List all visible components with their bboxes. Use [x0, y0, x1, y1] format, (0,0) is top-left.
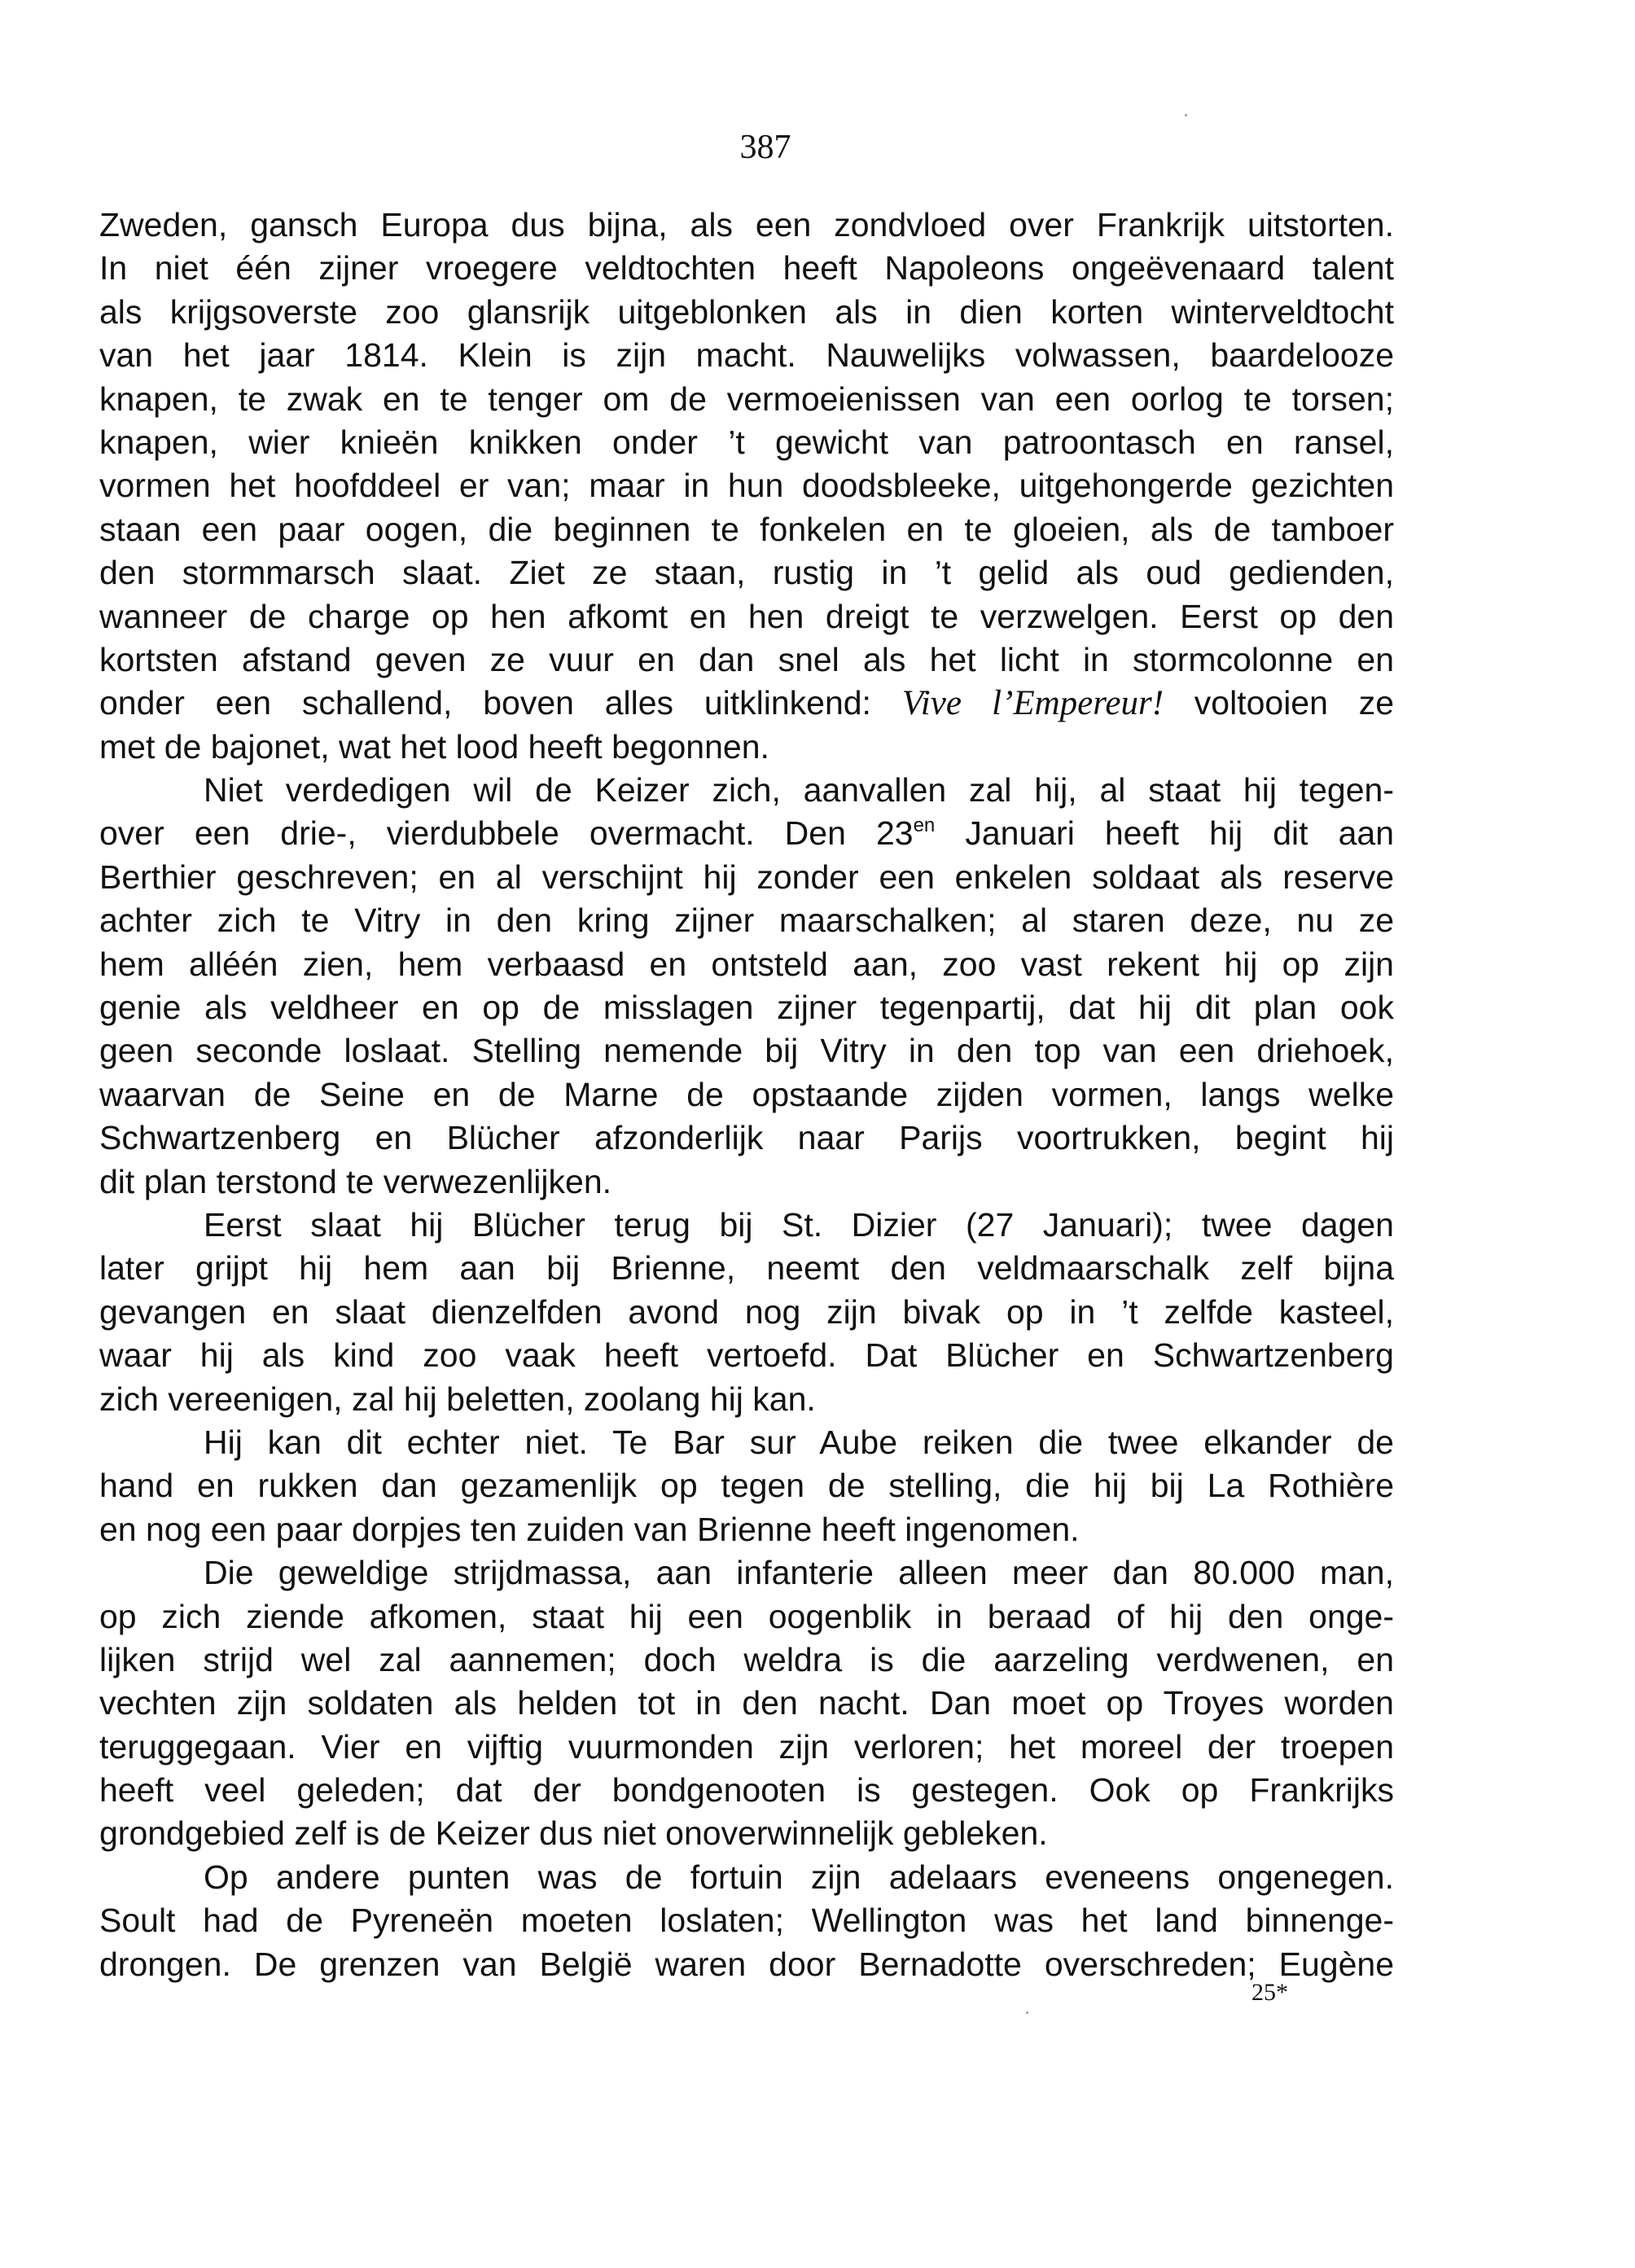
page-number: 387 [739, 129, 791, 166]
text-line: geen seconde loslaat. Stelling nemende bij Vitry in den top van een driehoek, [99, 1032, 1394, 1070]
paragraph-1 [99, 204, 1394, 769]
paragraph-3 [99, 1204, 1394, 1421]
text-line: vormen het hoofddeel er van; maar in hun doodsbleeke, uitgehongerde gezichten [99, 467, 1394, 505]
text-line: genie als veldheer en op de misslagen zijner tegenpartij, dat hij dit plan ook [99, 989, 1394, 1027]
italic-exclamation: Vive l’Empereur! [901, 684, 1164, 723]
paper-speck [1026, 2011, 1028, 2014]
paragraph-2 [99, 769, 1394, 1204]
text-line: Eerst slaat hij Blücher terug bij St. Dizier (27 Januari); twee dagen [204, 1205, 1394, 1244]
text-line: zich vereenigen, zal hij beletten, zoolang hij kan. [99, 1380, 816, 1418]
line-text-after-italic: voltooien ze [1164, 684, 1394, 722]
text-line: waar hij als kind zoo vaak heeft vertoefd. Dat Blücher en Schwartzenberg [99, 1336, 1394, 1375]
text-line: achter zich te Vitry in den kring zijner maarschalken; al staren deze, nu ze [99, 901, 1394, 940]
line-text-before-superscript: over een drie-, vierdubbele overmacht. Den 23 [99, 814, 914, 853]
paragraph-6 [99, 1856, 1394, 1986]
text-line: vechten zijn soldaten als helden tot in den nacht. Dan moet op Troyes worden [99, 1684, 1394, 1722]
text-line: knapen, te zwak en te tenger om de vermoeienissen van een oorlog te torsen; [99, 379, 1394, 418]
text-line: Berthier geschreven; en al verschijnt hij zonder een enkelen soldaat als reserve [99, 858, 1394, 896]
text-line: Op andere punten was de fortuin zijn adelaars eveneens ongenegen. [204, 1858, 1394, 1896]
text-line: als krijgsoverste zoo glansrijk uitgeblonken als in dien korten winterveldtocht [99, 292, 1394, 331]
text-line: met de bajonet, wat het lood heeft begonnen. [99, 727, 769, 766]
text-line: In niet één zijner vroegere veldtochten heeft Napoleons ongeëvenaard talent [99, 249, 1394, 287]
text-line: hand en rukken dan gezamenlijk op tegen de stelling, die hij bij La Rothière [99, 1467, 1394, 1505]
text-line: Soult had de Pyreneën moeten loslaten; Wellington was het land binnenge- [99, 1902, 1394, 1940]
text-line: Die geweldige strijdmassa, aan infanterie alleen meer dan 80.000 man, [204, 1554, 1394, 1592]
ordinal-superscript: en [913, 814, 936, 837]
text-line: op zich ziende afkomen, staat hij een oogenblik in beraad of hij den onge- [99, 1597, 1394, 1635]
text-line: dit plan terstond te verwezenlijken. [99, 1162, 612, 1200]
text-line-with-superscript [99, 812, 1394, 855]
text-line: waarvan de Seine en de Marne de opstaande zijden vormen, langs welke [99, 1075, 1394, 1113]
text-line: drongen. De grenzen van België waren door Bernadotte overschreden; Eugène [99, 1945, 1394, 1983]
text-line: lijken strijd wel zal aannemen; doch weldra is die aarzeling verdwenen, en [99, 1640, 1394, 1678]
text-line: heeft veel geleden; dat der bondgenooten is gestegen. Ook op Frankrijks [99, 1771, 1394, 1810]
text-line: en nog een paar dorpjes ten zuiden van Brienne heeft ingenomen. [99, 1510, 1080, 1548]
text-line: grondgebied zelf is de Keizer dus niet onoverwinnelijk gebleken. [99, 1814, 1048, 1853]
text-line: van het jaar 1814. Klein is zijn macht. Nauwelijks volwassen, baardelooze [99, 336, 1394, 375]
text-line: wanneer de charge op hen afkomt en hen dreigt te verzwelgen. Eerst op den [99, 597, 1394, 635]
text-line: den stormmarsch slaat. Ziet ze staan, rustig in ’t gelid als oud gedienden, [99, 554, 1394, 592]
signature-mark: 25* [1251, 1979, 1288, 2006]
line-text-after-superscript: Januari heeft hij dit aan [935, 814, 1394, 853]
paragraph-4 [99, 1421, 1394, 1551]
text-line: Zweden, gansch Europa dus bijna, als een zondvloed over Frankrijk uitstorten. [99, 206, 1394, 243]
text-line: gevangen en slaat dienzelfden avond nog zijn bivak op in ’t zelfde kasteel, [99, 1292, 1394, 1331]
text-line: teruggegaan. Vier en vijftig vuurmonden zijn verloren; het moreel der troepen [99, 1727, 1394, 1766]
text-line: staan een paar oogen, die beginnen te fonkelen en te gloeien, als de tamboer [99, 510, 1394, 548]
body-text [99, 204, 1394, 1986]
line-text-before-italic: onder een schallend, boven alles uitklinkend: [99, 684, 902, 722]
text-line: later grijpt hij hem aan bij Brienne, neemt den veldmaarschalk zelf bijna [99, 1249, 1394, 1288]
text-line: kortsten afstand geven ze vuur en dan snel als het licht in stormcolonne en [99, 640, 1394, 678]
paper-speck [1185, 114, 1187, 116]
text-line: knapen, wier knieën knikken onder ’t gewicht van patroontasch en ransel, [99, 423, 1394, 461]
text-line: Schwartzenberg en Blücher afzonderlijk naar Parijs voortrukken, begint hij [99, 1119, 1394, 1157]
paragraph-5 [99, 1551, 1394, 1856]
text-line: Niet verdedigen wil de Keizer zich, aanvallen zal hij, al staat hij tegen- [204, 771, 1394, 809]
text-line: Hij kan dit echter niet. Te Bar sur Aube reiken die twee elkander de [204, 1423, 1394, 1461]
text-line-with-italic [99, 682, 1394, 725]
text-line: hem alléén zien, hem verbaasd en ontsteld aan, zoo vast rekent hij op zijn [99, 945, 1394, 983]
